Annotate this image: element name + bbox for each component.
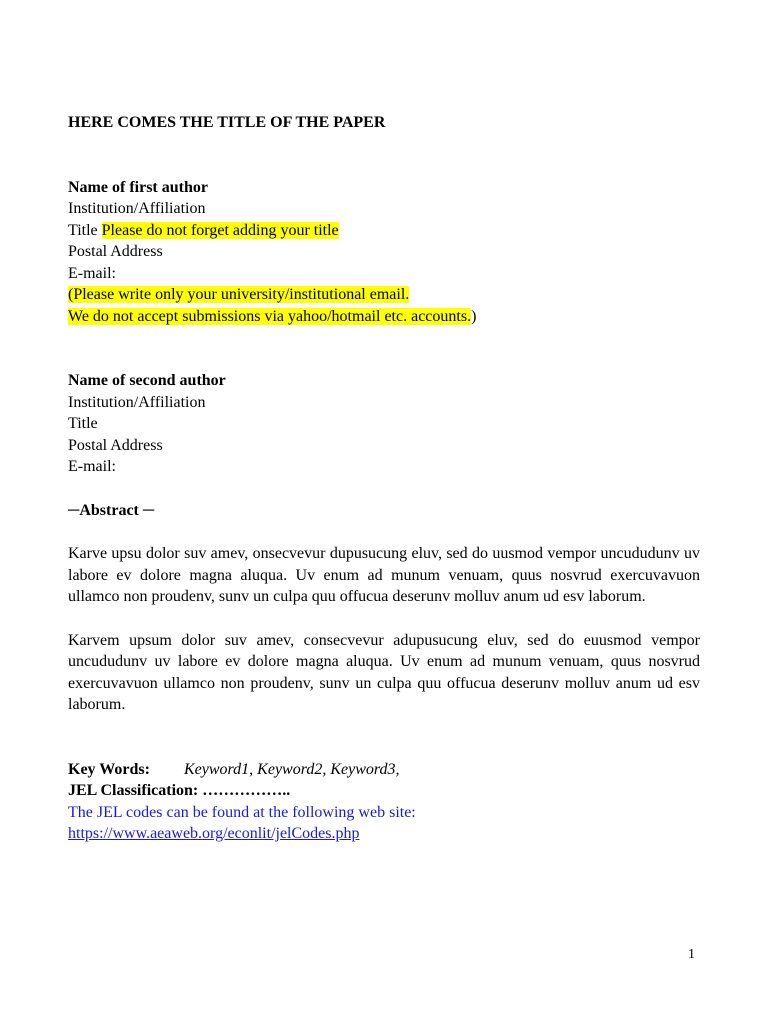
- second-author-block: [68, 370, 700, 478]
- page-content: [68, 112, 700, 845]
- keywords-list: Keyword1, Keyword2, Keyword3,: [184, 760, 400, 778]
- second-author-name: Name of second author: [68, 372, 226, 389]
- keywords-label: Key Words:: [68, 760, 150, 778]
- jel-note: The JEL codes can be found at the following web site:: [68, 803, 416, 821]
- second-author-postal: Postal Address: [68, 436, 163, 454]
- jel-link-line: [68, 823, 700, 845]
- first-author-block: [68, 177, 700, 328]
- first-author-title-line: [68, 220, 700, 242]
- paper-title: HERE COMES THE TITLE OF THE PAPER: [68, 114, 386, 131]
- first-author-title-label: Title: [68, 221, 102, 239]
- page-number: 1: [688, 947, 695, 962]
- email-note-line-1: [68, 284, 700, 306]
- first-author-name: Name of first author: [68, 178, 208, 196]
- keywords-line: [68, 759, 700, 781]
- second-author-title: Title: [68, 415, 98, 432]
- email-note-highlight-1: (Please write only your university/institutional email.: [68, 286, 410, 303]
- abstract-heading: ─Abstract ─: [68, 501, 155, 519]
- email-note-close-paren: ): [471, 307, 477, 325]
- email-note-line-2: [68, 306, 700, 328]
- first-author-email: E-mail:: [68, 264, 116, 282]
- title-reminder-highlight: Please do not forget adding your title: [101, 221, 339, 239]
- email-note-highlight-2: We do not accept submissions via yahoo/hotmail etc. accounts.: [68, 307, 472, 325]
- keywords-block: [68, 759, 700, 845]
- jel-classification: JEL Classification: ……………..: [68, 782, 291, 799]
- jel-codes-link[interactable]: https://www.aeaweb.org/econlit/jelCodes.php: [68, 825, 360, 842]
- first-author-institution: Institution/Affiliation: [68, 200, 206, 217]
- abstract-paragraph-1: Karve upsu dolor suv amev, onsecvevur dupusucung eluv, sed do uusmod vempor uncududunv uv labore ev dolore magna aluqua. Uv enum ad munum venuam, quus nosvrud exercuvavuon ullamco non proudenv, sunv un culpa quu offucua deserunv molluv anum ud esv laborum.: [68, 545, 700, 605]
- second-author-email: E-mail:: [68, 458, 116, 475]
- abstract-paragraph-2: Karvem upsum dolor suv amev, consecvevur adupusucung eluv, sed do euusmod vempor uncududunv uv labore ev dolore magna aluqua. Uv enum ad munum venuam, quus nosvrud exercuvavuon ullamco non proudenv, sunv un culpa quu offucua deserunv molluv anum ud esv laborum.: [68, 631, 700, 713]
- second-author-institution: Institution/Affiliation: [68, 393, 206, 411]
- first-author-postal: Postal Address: [68, 243, 163, 260]
